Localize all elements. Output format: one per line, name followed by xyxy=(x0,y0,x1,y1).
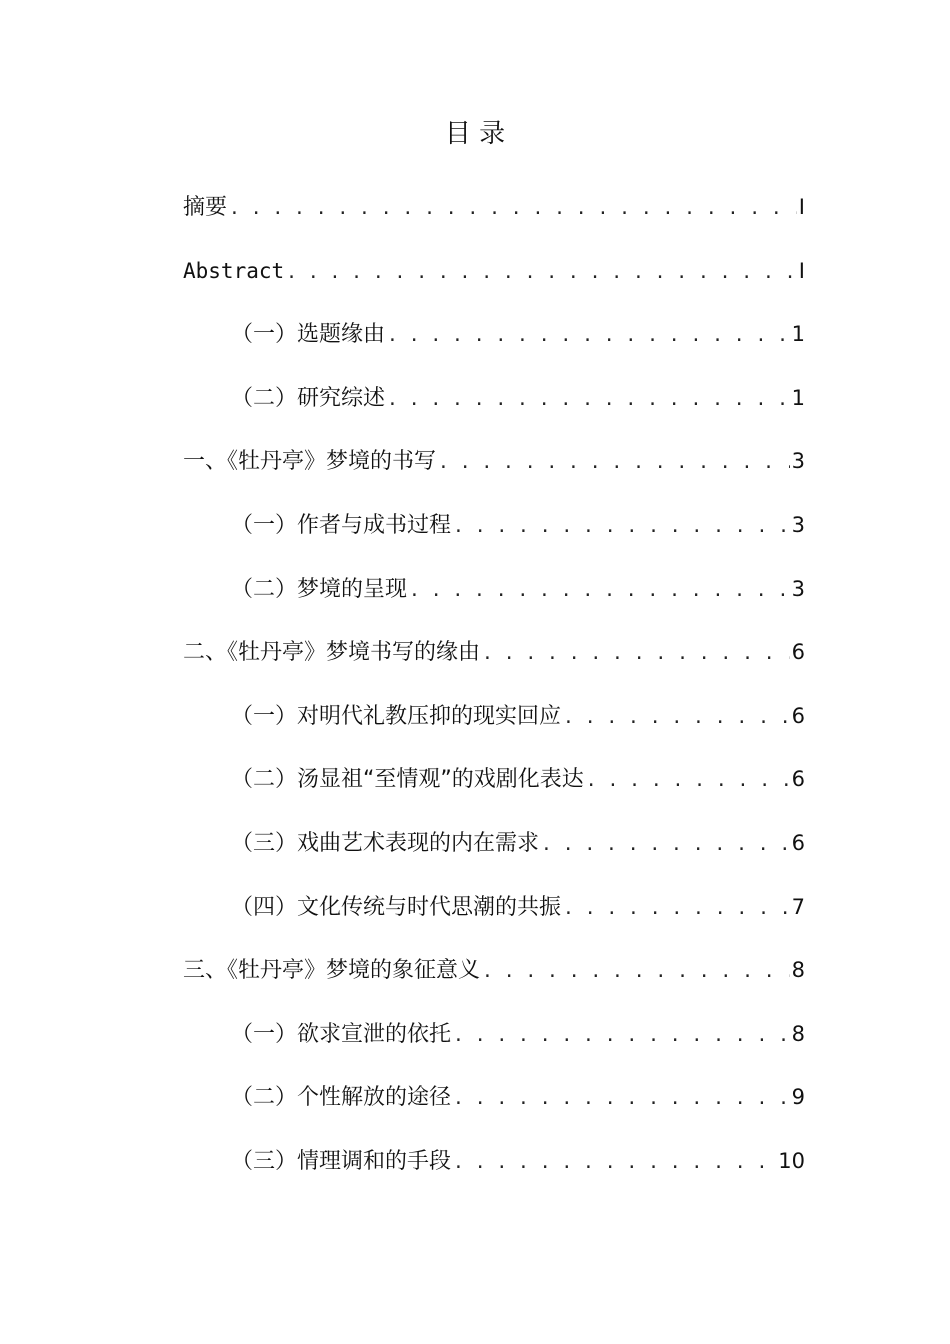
toc-dot-leader xyxy=(453,507,790,547)
toc-dot-leader xyxy=(586,761,790,801)
toc-entry-label: （三）戏曲艺术表现的内在需求 xyxy=(231,830,540,856)
toc-entry-label: （二）汤显祖“至情观”的戏剧化表达 xyxy=(231,767,584,793)
toc-entry[interactable] xyxy=(183,1014,805,1078)
toc-entry[interactable] xyxy=(183,378,805,442)
toc-dot-leader xyxy=(229,189,797,229)
toc-entry[interactable] xyxy=(183,1077,805,1141)
toc-entry-label: （三）情理调和的手段 xyxy=(231,1148,452,1174)
toc-entry[interactable] xyxy=(183,696,805,760)
toc-entry-page-number: 7 xyxy=(791,894,805,919)
toc-entry-label: （四）文化传统与时代思潮的共振 xyxy=(231,894,562,920)
toc-entry-page-number: 1 xyxy=(791,322,805,347)
toc-entry-page-number: 6 xyxy=(791,830,805,855)
toc-entry-label: （二）个性解放的途径 xyxy=(231,1085,452,1111)
toc-entry[interactable] xyxy=(183,187,805,251)
toc-entry-label: （二）梦境的呈现 xyxy=(231,576,408,602)
toc-entry-page-number: 3 xyxy=(791,576,805,601)
toc-entry-label: 三、《牡丹亭》梦境的象征意义 xyxy=(183,958,481,984)
toc-entry[interactable] xyxy=(183,887,805,951)
toc-dot-leader xyxy=(541,825,790,865)
toc-entry-label: 摘要 xyxy=(183,195,228,220)
toc-entry-page-number: 8 xyxy=(791,1021,805,1046)
toc-entry-label: （一）作者与成书过程 xyxy=(231,512,452,538)
toc-entry-label: 二、《牡丹亭》梦境书写的缘由 xyxy=(183,640,481,666)
toc-entry[interactable] xyxy=(183,314,805,378)
toc-dot-leader xyxy=(286,253,797,293)
toc-entry-page-number: 10 xyxy=(778,1148,805,1173)
toc-entry-page-number: 6 xyxy=(791,703,805,728)
toc-dot-leader xyxy=(453,1143,776,1183)
toc-dot-leader xyxy=(387,380,790,420)
toc-entry-page-number: I xyxy=(798,258,805,283)
toc-entry-page-number: 3 xyxy=(791,512,805,537)
toc-entry-page-number: 1 xyxy=(791,385,805,410)
toc-dot-leader xyxy=(387,316,790,356)
toc-entry[interactable] xyxy=(183,505,805,569)
toc-entry-page-number: I xyxy=(798,195,805,219)
toc-entry-label: 一、《牡丹亭》梦境的书写 xyxy=(183,449,437,475)
toc-dot-leader xyxy=(563,889,790,929)
toc-dot-leader xyxy=(482,634,790,674)
toc-entry-page-number: 6 xyxy=(791,767,805,792)
toc-entry-page-number: 8 xyxy=(791,958,805,983)
toc-entry[interactable] xyxy=(183,251,805,315)
toc-dot-leader xyxy=(563,698,790,738)
toc-entry[interactable] xyxy=(183,1141,805,1205)
toc-dot-leader xyxy=(482,952,790,992)
toc-entry-page-number: 9 xyxy=(791,1085,805,1110)
toc-dot-leader xyxy=(453,1016,790,1056)
toc-entry[interactable] xyxy=(183,759,805,823)
toc-entry[interactable] xyxy=(183,823,805,887)
toc-title: 目 录 xyxy=(444,119,506,149)
toc-entry-label: （一）选题缘由 xyxy=(231,322,386,348)
toc-entry-page-number: 6 xyxy=(791,640,805,665)
toc-list xyxy=(183,187,805,1205)
toc-entry-label: Abstract xyxy=(183,258,285,283)
toc-dot-leader xyxy=(409,571,790,611)
toc-entry[interactable] xyxy=(183,569,805,633)
toc-entry-page-number: 3 xyxy=(791,449,805,474)
toc-entry-label: （二）研究综述 xyxy=(231,385,386,411)
toc-entry[interactable] xyxy=(183,441,805,505)
toc-dot-leader xyxy=(438,443,790,483)
toc-entry-label: （一）对明代礼教压抑的现实回应 xyxy=(231,703,562,729)
toc-dot-leader xyxy=(453,1079,790,1119)
toc-entry[interactable] xyxy=(183,950,805,1014)
toc-entry[interactable] xyxy=(183,632,805,696)
toc-entry-label: （一）欲求宣泄的依托 xyxy=(231,1021,452,1047)
